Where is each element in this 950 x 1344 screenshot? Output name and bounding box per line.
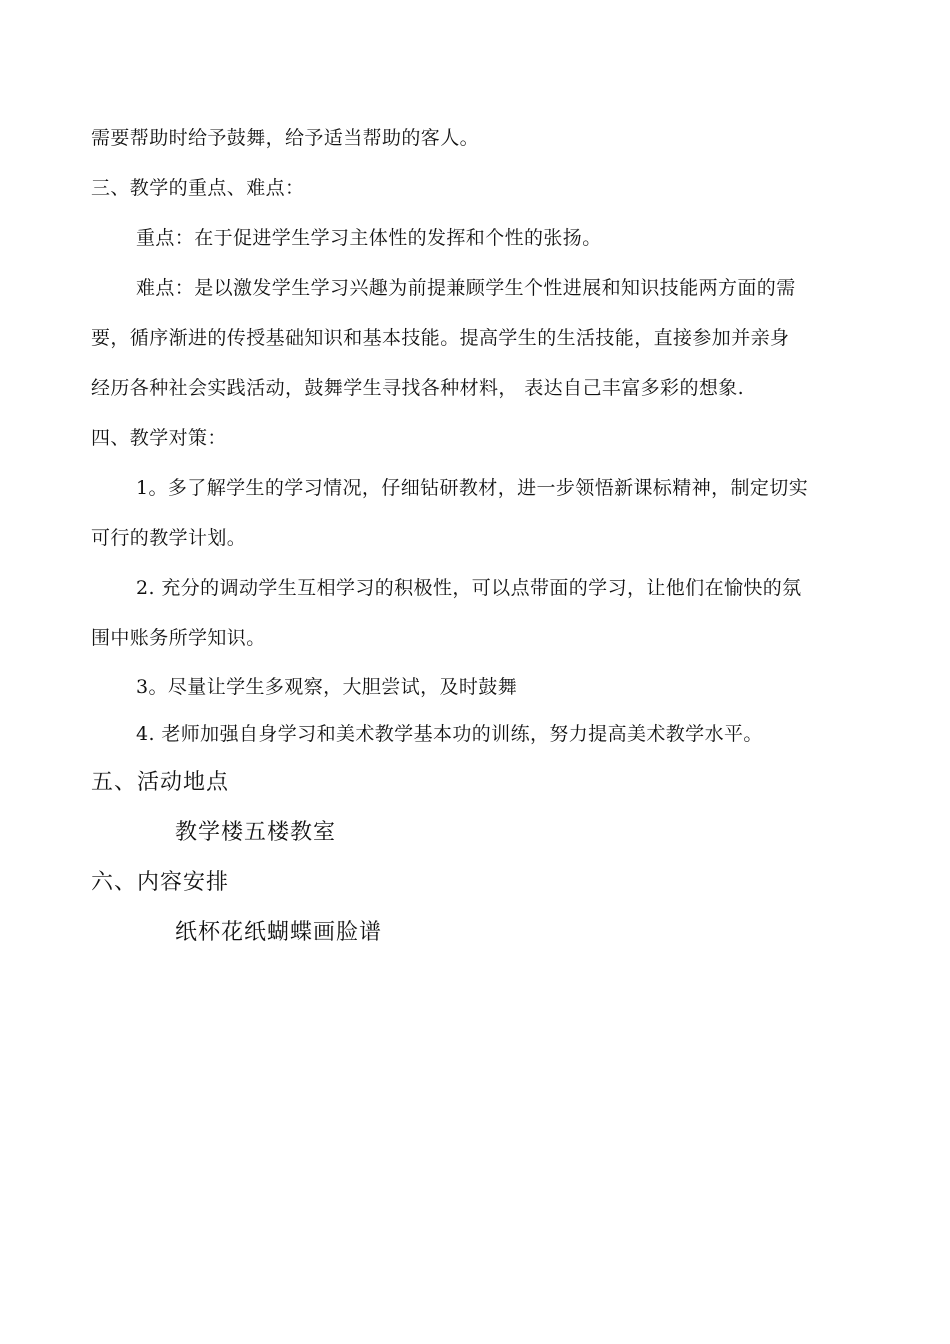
difficulty-text-line-2: 要，循序渐进的传授基础知识和基本技能。提高学生的生活技能，直接参加并亲身	[91, 327, 790, 349]
difficulty-text-line-1: 难点：是以激发学生学习兴趣为前提兼顾学生个性进展和知识技能两方面的需	[136, 277, 796, 299]
strategy-4: 4. 老师加强自身学习和美术教学基本功的训练，努力提高美术教学水平。	[136, 723, 763, 745]
content-text: 纸杯花纸蝴蝶画脸谱	[175, 920, 383, 945]
section-heading-content: 六、内容安排	[91, 870, 230, 895]
difficulty-text-line-3: 经历各种社会实践活动，鼓舞学生寻找各种材料， 表达自己丰富多彩的想象.	[91, 377, 745, 399]
strategy-1-line-1: 1。多了解学生的学习情况，仔细钻研教材，进一步领悟新课标精神，制定切实	[136, 477, 809, 499]
strategy-1-line-2: 可行的教学计划。	[91, 527, 247, 549]
strategy-2-line-1: 2. 充分的调动学生互相学习的积极性，可以点带面的学习，让他们在愉快的氛	[136, 577, 802, 599]
section-heading-location: 五、活动地点	[91, 770, 230, 795]
strategy-3: 3。尽量让学生多观察，大胆尝试，及时鼓舞	[136, 676, 518, 698]
paragraph-continuation: 需要帮助时给予鼓舞，给予适当帮助的客人。	[91, 127, 480, 149]
strategy-2-line-2: 围中账务所学知识。	[91, 627, 266, 649]
key-point-text: 重点：在于促进学生学习主体性的发挥和个性的张扬。	[136, 227, 602, 249]
section-heading-key-points: 三、教学的重点、难点：	[91, 177, 305, 199]
location-text: 教学楼五楼教室	[175, 820, 337, 845]
section-heading-strategies: 四、教学对策：	[91, 427, 227, 449]
